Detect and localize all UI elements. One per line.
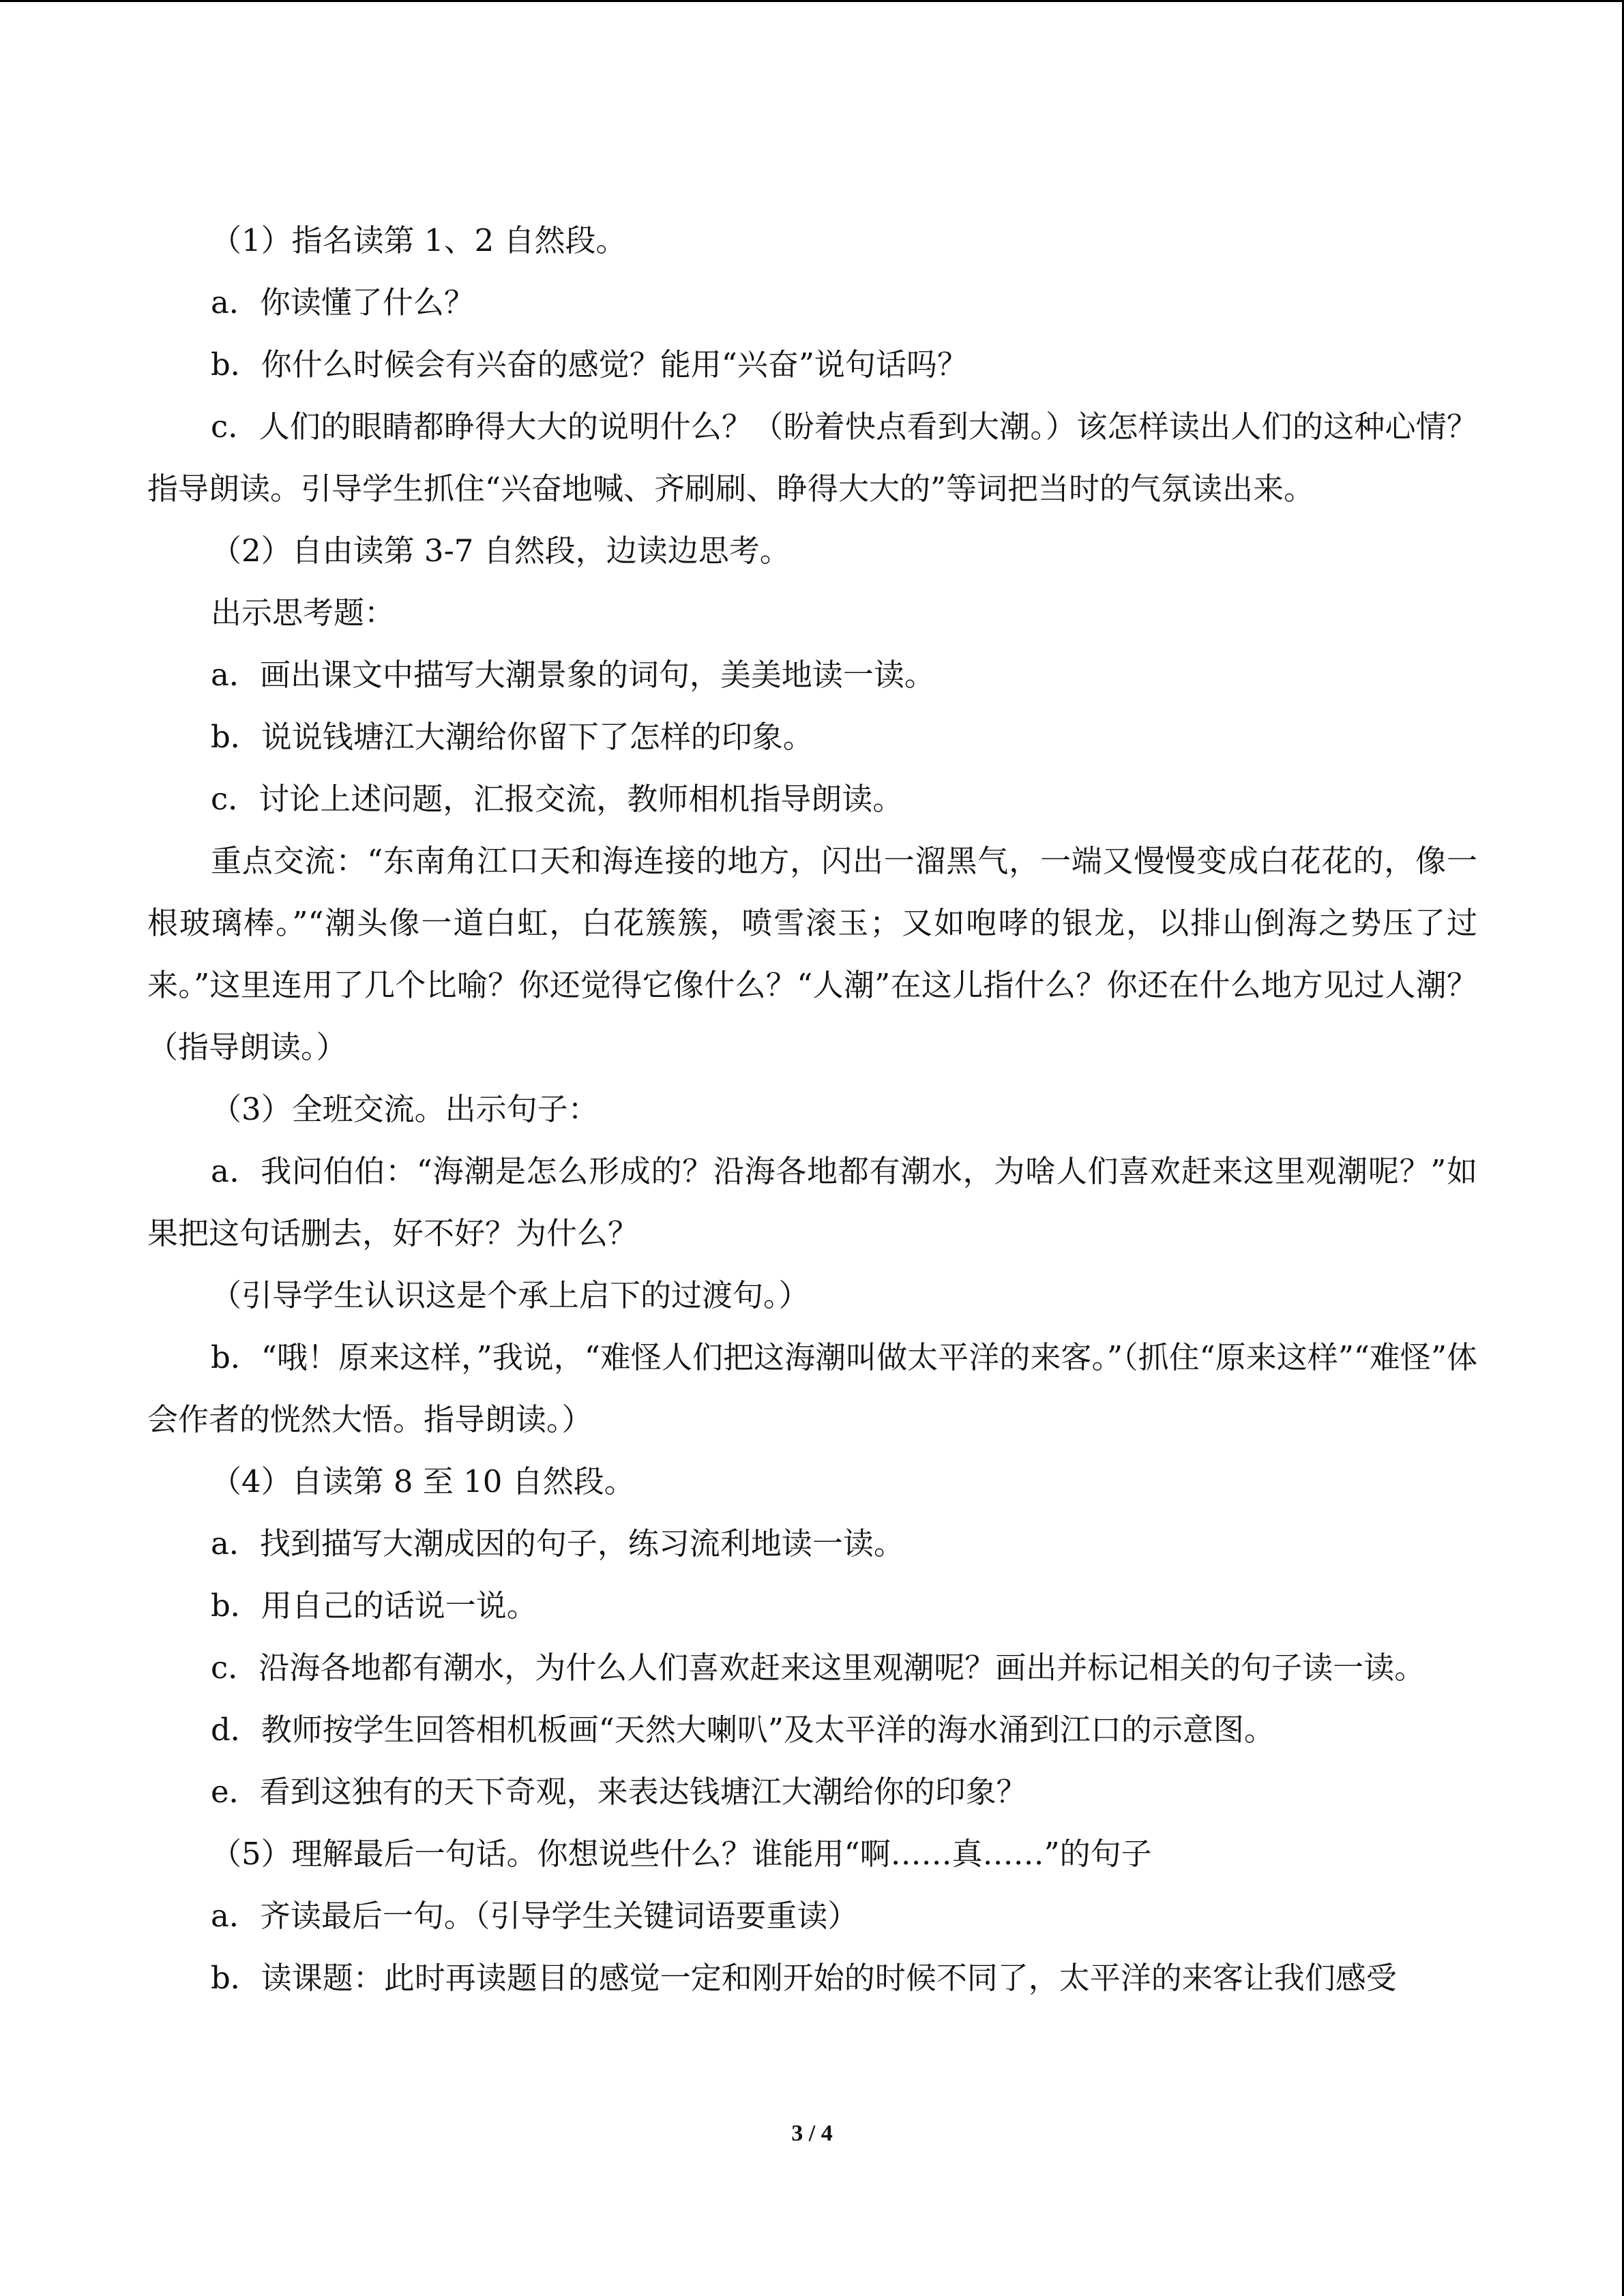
- paragraph: （4）自读第 8 至 10 自然段。: [211, 1463, 635, 1500]
- paragraph: 出示思考题：: [211, 595, 396, 631]
- paragraph: c．讨论上述问题，汇报交流，教师相机指导朗读。: [211, 781, 904, 817]
- paragraph: 重点交流：“东南角江口天和海连接的地方，闪出一溜黑气，一端又慢慢变成白花花的，像一根玻璃棒。”“潮头像一道白虹，白花簇簇，喷雪滚玉；又如咆哮的银龙，以排山倒海之势压了过来。”这里连用了几个比喻？你还觉得它像什么？“人潮”在这儿指什么？你还在什么地方见过人潮？（指导朗读。）: [147, 843, 1477, 1065]
- paragraph: c．人们的眼睛都睁得大大的说明什么？（盼着快点看到大潮。）该怎样读出人们的这种心情？指导朗读。引导学生抓住“兴奋地喊、齐刷刷、睁得大大的”等词把当时的气氛读出来。: [147, 408, 1477, 507]
- page-number: 3 / 4: [791, 2121, 833, 2146]
- paragraph: （5）理解最后一句话。你想说些什么？谁能用“啊……真……”的句子: [211, 1836, 1152, 1872]
- paragraph: （3）全班交流。出示句子：: [211, 1091, 599, 1127]
- paragraph: b．读课题：此时再读题目的感觉一定和刚开始的时候不同了，太平洋的来客让我们感受: [211, 1960, 1397, 1996]
- document-body: [147, 209, 1477, 2009]
- paragraph: a．我问伯伯：“海潮是怎么形成的？沿海各地都有潮水，为啥人们喜欢赶来这里观潮呢？”如果把这句话删去，好不好？为什么？: [147, 1153, 1477, 1251]
- paragraph: （2）自由读第 3-7 自然段，边读边思考。: [211, 533, 791, 569]
- paragraph: c．沿海各地都有潮水，为什么人们喜欢赶来这里观潮呢？画出并标记相关的句子读一读。: [211, 1650, 1426, 1686]
- paragraph: a．画出课文中描写大潮景象的词句，美美地读一读。: [211, 657, 935, 693]
- paragraph: b．你什么时候会有兴奋的感觉？能用“兴奋”说句话吗？: [211, 346, 968, 383]
- paragraph: b．“哦！原来这样，”我说，“难怪人们把这海潮叫做太平洋的来客。”（抓住“原来这样”“难怪”体会作者的恍然大悟。指导朗读。）: [147, 1339, 1477, 1437]
- paragraph: b．说说钱塘江大潮给你留下了怎样的印象。: [211, 719, 814, 755]
- paragraph: a．找到描写大潮成因的句子，练习流利地读一读。: [211, 1525, 904, 1562]
- paragraph: e．看到这独有的天下奇观，来表达钱塘江大潮给你的印象？: [211, 1774, 1027, 1810]
- paragraph: b．用自己的话说一说。: [211, 1587, 537, 1624]
- paragraph: （引导学生认识这是个承上启下的过渡句。）: [211, 1277, 810, 1313]
- paragraph: （1）指名读第 1、2 自然段。: [211, 222, 627, 258]
- paragraph: d．教师按学生回答相机板画“天然大喇叭”及太平洋的海水涌到江口的示意图。: [211, 1712, 1275, 1748]
- paragraph: a．齐读最后一句。（引导学生关键词语要重读）: [211, 1898, 859, 1934]
- paragraph: a．你读懂了什么？: [211, 284, 475, 320]
